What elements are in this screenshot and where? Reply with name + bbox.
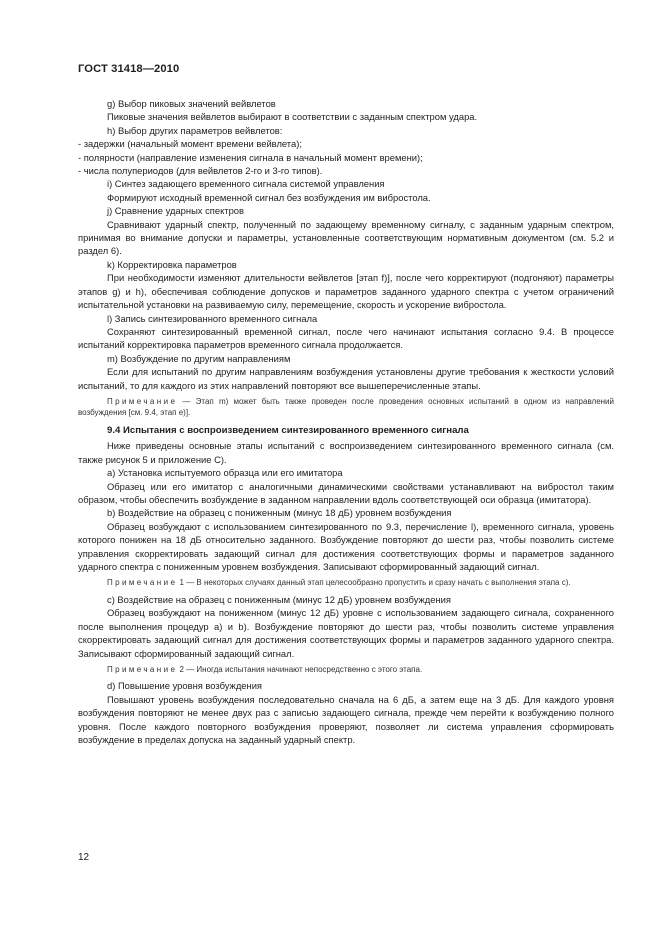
note-2 [78, 664, 614, 676]
step-l-text: Сохраняют синтезированный временной сигнал, после чего начинают испытания согласно 9.4. В процессе испытаний корректировка параметров временного сигнала продолжается. [78, 325, 614, 351]
step-m-heading: m) Возбуждение по другим направлениям [107, 352, 291, 364]
step-d-heading: d) Повышение уровня возбуждения [107, 680, 263, 692]
step-c-text: Образец возбуждают на пониженном (минус 12 дБ) уровне с использованием задающего сигнала, сохраненного после выполнения процедур a) и b). Возбуждение повторяют до шести раз, чтобы позволить системе управления скорректировать задающий сигнал для достижения соответствующих формы и параметров заданного ударного спектра. Записывают сформированный задающий сигнал. [78, 607, 614, 659]
step-m-text: Если для испытаний по другим направлениям возбуждения установлены другие требования к жесткости условий испытаний, то для каждого из этих направлений повторяют все вышеперечисленные этапы. [78, 366, 614, 391]
step-h-item-delay: - задержки (начальный момент времени вейвлета); [78, 138, 302, 150]
note-label: Примечание [107, 396, 178, 406]
step-c-heading: c) Воздействие на образец с пониженным (минус 12 дБ) уровнем возбуждения [107, 593, 451, 605]
step-h-item-halfperiods: - числа полупериодов (для вейвлетов 2-го и 3-го типов). [78, 165, 323, 177]
step-g-heading: g) Выбор пиковых значений вейвлетов [107, 98, 276, 109]
step-a-text: Образец или его имитатор с аналогичными динамическими свойствами устанавливают на вибростол таким образом, чтобы обеспечить возбуждение в заданном направлении вдоль соответствующей оси образца (имитатора). [78, 480, 614, 505]
step-a-heading: a) Установка испытуемого образца или его имитатора [107, 467, 343, 479]
step-h-heading: h) Выбор других параметров вейвлетов: [107, 124, 283, 136]
step-j-text: Сравнивают ударный спектр, полученный по задающему временному сигналу, с заданным ударным спектром, принимая во внимание допуски и параметры, установленные соответствующим нормативным документом (см. 5.2 и раздел 6). [78, 218, 614, 257]
step-k-text: При необходимости изменяют длительности вейвлетов [этап f)], после чего корректируют (подгоняют) параметры этапов g) и h), обеспечивая соблюдение допусков и параметров заданного ударного спектра с учетом ограничений испытательной установки на развиваемую силу, перемещение, скорость и ускорение вибростола. [78, 272, 614, 311]
section-heading-9-4: 9.4 Испытания с воспроизведением синтезированного временного сигнала [107, 424, 469, 436]
note-1 [78, 577, 614, 589]
note-text: — Этап m) может быть также проведен после проведения основных испытаний в одном из направлений возбуждения [см. 9.4, этап e)]. [78, 396, 614, 418]
step-h-item-polarity: - полярности (направление изменения сигнала в начальный момент времени); [78, 151, 423, 163]
step-b-heading: b) Воздействие на образец с пониженным (минус 18 дБ) уровнем возбуждения [107, 507, 452, 519]
note-text: 1 — В некоторых случаях данный этап целесообразно пропустить и сразу начать с выполнения этапа c). [177, 578, 571, 588]
step-l-heading: l) Запись синтезированного временного сигнала [107, 312, 318, 324]
step-i-heading: i) Синтез задающего временного сигнала системой управления [107, 178, 385, 190]
step-j-heading: j) Сравнение ударных спектров [107, 205, 244, 217]
note-label: Примечание [107, 664, 178, 674]
note-step-m [78, 396, 614, 419]
step-k-heading: k) Корректировка параметров [107, 258, 237, 270]
section-intro: Ниже приведены основные этапы испытаний с воспроизведением синтезированного временного сигнала (см. также рисунок 5 и приложение С). [78, 440, 614, 465]
page-body [78, 97, 614, 746]
note-text: 2 — Иногда испытания начинают непосредственно с этого этапа. [177, 664, 423, 674]
note-label: Примечание [107, 578, 178, 588]
step-g-text: Пиковые значения вейвлетов выбирают в соответствии с заданным спектром удара. [107, 111, 478, 123]
step-d-text: Повышают уровень возбуждения последовательно сначала на 6 дБ, а затем еще на 3 дБ. Для каждого уровня возбуждения повторяют не менее двух раз с записью задающего сигнала, прежде чем перейти к возбуждению полного уровня. После каждого повторного возбуждения проверяют, позволяет ли система управления сформировать возбуждение в пределах допуска на заданный ударный спектр. [78, 693, 614, 746]
page-number: 12 [78, 852, 90, 863]
step-b-text: Образец возбуждают с использованием синтезированного по 9.3, перечисление l), временного сигнала, уровень которого понижен на 18 дБ относительно заданного. Возбуждение повторяют до шести раз, чтобы позволить системе управления скорректировать задающий сигнал для достижения соответствующих формы и параметров заданного ударного спектра с пониженным уровнем возбуждения. Записывают сформированный задающий сигнал. [78, 520, 614, 572]
document-header: ГОСТ 31418—2010 [78, 63, 180, 75]
step-i-text: Формируют исходный временной сигнал без возбуждения им вибростола. [107, 191, 431, 203]
